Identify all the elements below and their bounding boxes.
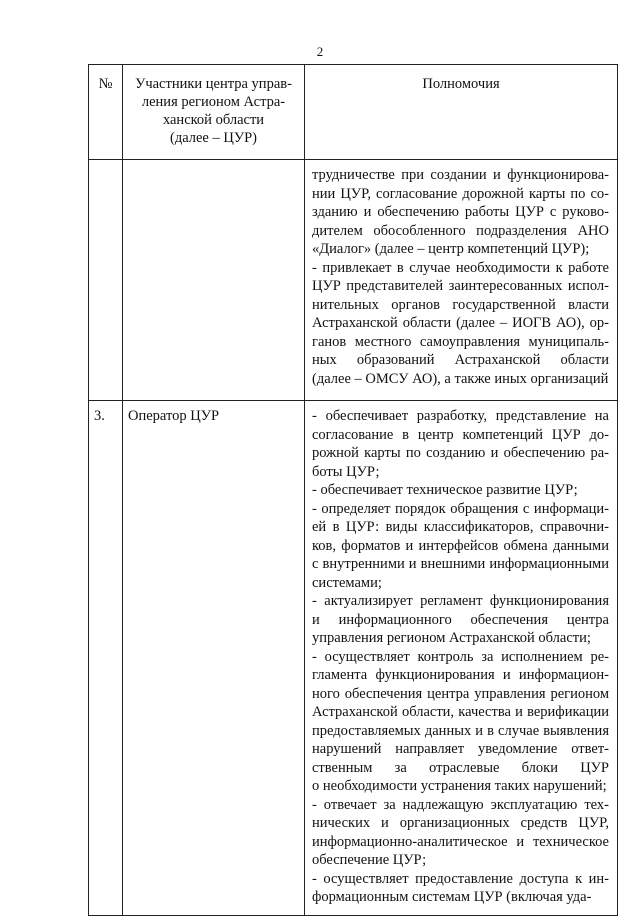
powers-line: - осуществляет предоставление доступа к ин- [312,870,609,887]
powers-line: зданию и обеспечению работы ЦУР с руково- [312,204,609,220]
powers-line: боты ЦУР; [312,463,380,480]
powers-line: и информационного обеспечения центра [312,611,609,628]
page-number: 2 [316,44,324,59]
powers-line: - актуализирует регламент функционирования [312,593,609,609]
powers-line: формационным системам ЦУР (включая уда- [312,889,592,905]
powers-line: рожной карты по созданию и обеспечению ра- [312,445,609,461]
header-participants-line: Участники центра управ- [135,76,292,92]
row-number [89,160,123,401]
powers-line: нических и организационных средств ЦУР, [312,815,609,831]
powers-line: системами; [312,574,382,591]
powers-line: трудничестве при создании и функционирова- [312,167,609,183]
header-participants [123,65,305,160]
powers-table [88,64,618,916]
powers-line: управления регионом Астраханской области; [312,630,591,646]
powers-line: гламента функционирования и информацион- [312,667,609,683]
powers-line: информационно-аналитическое и техническое [312,833,609,850]
row-powers [305,160,618,401]
powers-line: нарушений направляет уведомление ответ- [312,741,609,757]
header-powers: Полномочия [305,65,618,160]
powers-line: - осуществляет контроль за исполнением ре- [312,648,609,665]
powers-line: обеспечение ЦУР; [312,852,427,868]
table-row [89,401,618,916]
powers-line: ганов местного самоуправления муниципаль- [312,333,609,350]
powers-line: о необходимости устранения таких нарушений; [312,778,607,794]
header-number: № [89,65,123,160]
row-number: 3. [89,401,123,916]
table-header-row [89,65,618,160]
header-participants-line: (далее – ЦУР) [169,130,257,146]
powers-line: ей в ЦУР: виды классификаторов, справочни- [312,519,609,535]
row-participant: Оператор ЦУР [123,401,305,916]
powers-line: Астраханской области (далее – ИОГВ АО), ор- [312,315,609,331]
row-participant [123,160,305,401]
powers-line: - привлекает в случае необходимости к работе [312,259,609,276]
powers-line: ного обеспечения центра управления регионом [312,685,609,702]
powers-line: - определяет порядок обращения с информаци- [312,500,609,517]
powers-line: дителем обособленного подразделения АНО [312,222,609,239]
powers-line: «Диалог» (далее – центр компетенций ЦУР); [312,241,590,257]
header-participants-line: ханской области [162,112,265,128]
powers-line: с внутренними и внешними информационными [312,556,609,572]
powers-line: ков, форматов и интерфейсов обмена данными [312,537,609,554]
powers-line: - отвечает за надлежащую эксплуатацию тех- [312,796,609,813]
powers-line: ственным за отраслевые блоки ЦУР [312,759,609,776]
powers-line: предоставляемых данных и в случае выявления [312,722,609,739]
powers-line: Астраханской области, качества и верификации [312,704,609,720]
powers-line: ЦУР представителей заинтересованных испол- [312,278,609,294]
powers-line: - обеспечивает техническое развитие ЦУР; [312,482,578,498]
header-participants-line: ления регионом Астра- [141,94,286,110]
powers-line: согласование в центр компетенций ЦУР до- [312,426,609,443]
powers-line: - обеспечивает разработку, представление на [312,408,609,424]
powers-line: ных образований Астраханской области [312,352,609,368]
powers-line: нии ЦУР, согласование дорожной карты по со- [312,185,609,202]
row-powers [305,401,618,916]
powers-line: (далее – ОМСУ АО), а также иных организаций [312,370,609,387]
table-row [89,160,618,401]
powers-line: нительных органов государственной власти [312,296,609,313]
